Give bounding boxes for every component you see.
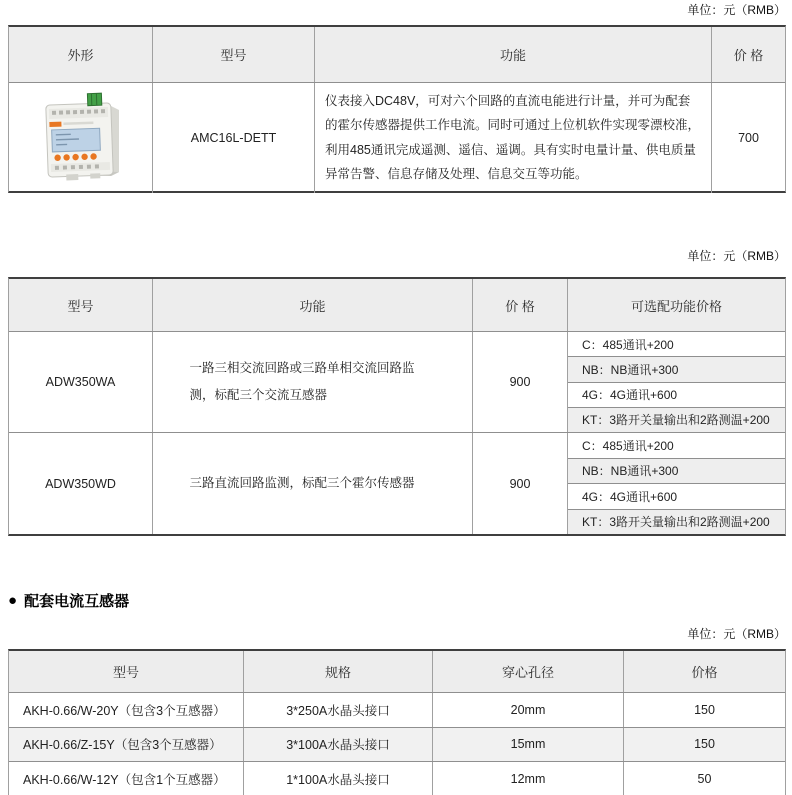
unit-note-3: 单位：元（RMB）: [687, 627, 786, 641]
t3-header-hole: 穿心孔径: [433, 651, 624, 692]
table-row: [9, 433, 785, 534]
bullet-icon: ●: [8, 591, 18, 609]
option-item: NB：NB通讯+300: [568, 459, 785, 485]
table-adw350-header-row: [9, 279, 785, 332]
t3-row2-spec: 3*100A水晶头接口: [244, 728, 433, 762]
table-amc16l-header-row: [9, 27, 785, 83]
t3-row1-model: AKH-0.66/W-20Y（包含3个互感器）: [9, 693, 244, 727]
t1-header-model: 型号: [153, 27, 315, 82]
option-item: NB：NB通讯+300: [568, 357, 785, 382]
t1-function-value: 仪表接入DC48V，可对六个回路的直流电能进行计量，并可为配套的霍尔传感器提供工作电流。同时可通过上位机软件实现零漂校准，利用485通讯完成遥测、遥信、遥调。具有实时电量计量、供电质量异常告警、信息存储及处理、信息交互等功能。: [315, 83, 712, 193]
option-item: 4G：4G通讯+600: [568, 383, 785, 408]
option-item: 4G：4G通讯+600: [568, 484, 785, 510]
t2-row2-function: 三路直流回路监测，标配三个霍尔传感器: [153, 433, 473, 534]
option-item: C：485通讯+200: [568, 332, 785, 357]
t2-row1-model: ADW350WA: [9, 332, 153, 432]
t2-row1-function: 一路三相交流回路或三路单相交流回路监测，标配三个交流互感器: [153, 332, 473, 432]
t2-header-options: 可选配功能价格: [630, 298, 722, 314]
table-row: [9, 332, 785, 433]
t2-row2-options: [568, 433, 785, 534]
t3-header-spec: 规格: [244, 651, 433, 692]
unit-note-2: 单位：元（RMB）: [687, 249, 786, 263]
t1-price-value: 700: [738, 130, 759, 145]
product-photo-icon: [33, 92, 129, 184]
t3-row3-hole: 12mm: [433, 762, 624, 795]
option-item: C：485通讯+200: [568, 433, 785, 459]
t2-header-price: 价 格: [473, 279, 568, 331]
t3-row3-price: 50: [697, 772, 712, 787]
t3-row1-hole: 20mm: [433, 693, 624, 727]
t3-row3-spec: 1*100A水晶头接口: [244, 762, 433, 795]
t3-row2-model: AKH-0.66/Z-15Y（包含3个互感器）: [9, 728, 244, 762]
unit-note-1: 单位：元（RMB）: [687, 3, 786, 17]
t2-row2-price: 900: [473, 433, 568, 534]
t2-row2-model: ADW350WD: [9, 433, 153, 534]
t1-model-value: AMC16L-DETT: [153, 83, 315, 193]
t2-row1-options: [568, 332, 785, 432]
table-row: [9, 693, 785, 728]
t2-header-model: 型号: [9, 279, 153, 331]
product-photo-cell: [9, 83, 153, 193]
table-amc16l: [8, 25, 786, 193]
t3-header-price: 价格: [691, 665, 718, 680]
t1-header-function: 功能: [315, 27, 712, 82]
t1-header-shape: 外形: [9, 27, 153, 82]
option-item: KT：3路开关量输出和2路测温+200: [568, 408, 785, 432]
section-title-text: 配套电流互感器: [24, 592, 130, 610]
t3-header-model: 型号: [9, 651, 244, 692]
t3-row1-price: 150: [694, 702, 715, 717]
t3-row2-price: 150: [694, 737, 715, 752]
t2-row1-price: 900: [473, 332, 568, 432]
table-akh: [8, 649, 786, 795]
option-item: KT：3路开关量输出和2路测温+200: [568, 510, 785, 535]
t3-row1-spec: 3*250A水晶头接口: [244, 693, 433, 727]
section-title-ct: [8, 589, 786, 611]
table-adw350: [8, 277, 786, 536]
table-akh-header-row: [9, 651, 785, 693]
table-row: [9, 762, 785, 795]
t1-header-price: 价 格: [733, 48, 764, 63]
table-row: [9, 83, 785, 191]
t2-header-function: 功能: [153, 279, 473, 331]
t3-row2-hole: 15mm: [433, 728, 624, 762]
table-row: [9, 728, 785, 763]
t3-row3-model: AKH-0.66/W-12Y（包含1个互感器）: [9, 762, 244, 795]
